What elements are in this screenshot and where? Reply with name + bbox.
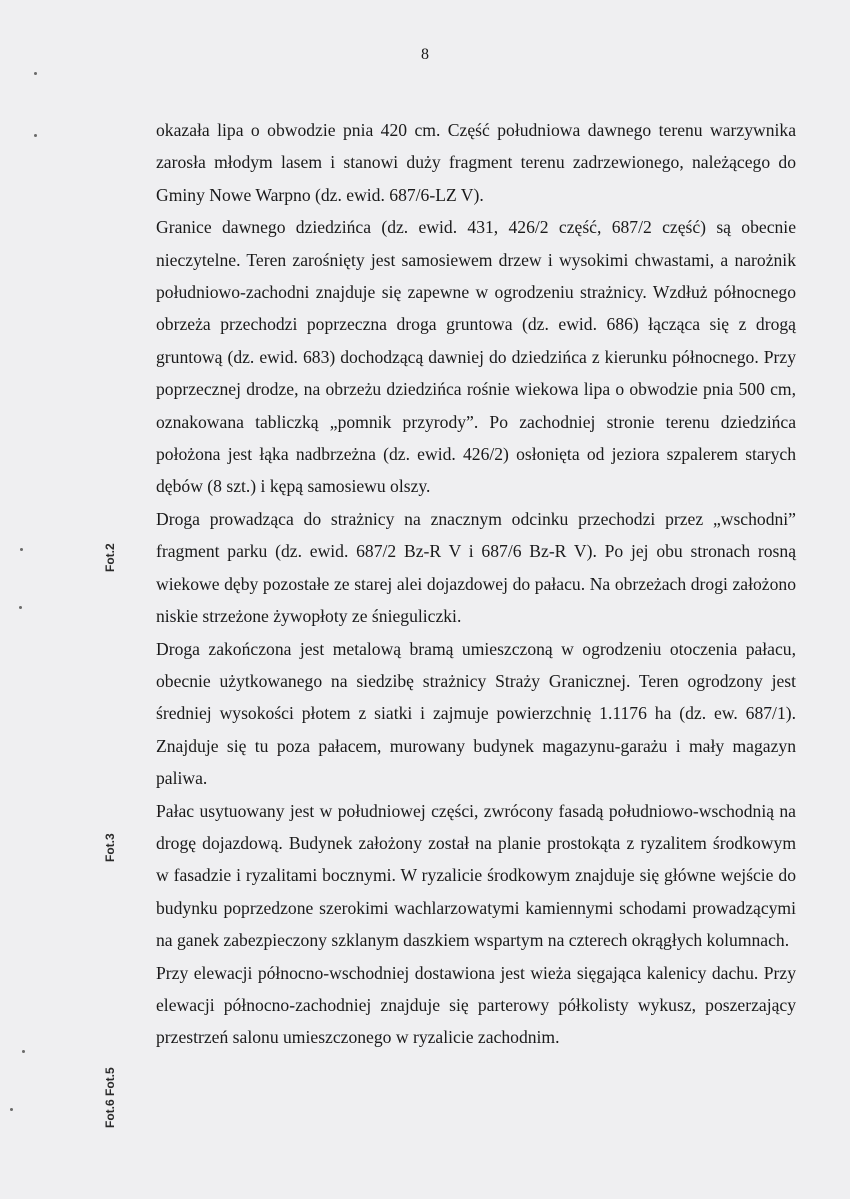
paragraph-droga: Droga prowadząca do strażnicy na znacznym odcinku przechodzi przez „wschodni” fragment parku (dz. ewid. 687/2 Bz-R V i 687/6 Bz-R V). Po jej obu stronach rosną wiekowe dęby pozostałe ze starej alei dojazdowej do pałacu. Na obrzeżach drogi założono niskie strzeżone żywopłoty ze śnieguliczki.	[156, 508, 796, 627]
margin-photo-ref-fot3: Fot.3	[103, 833, 117, 862]
scan-speck	[10, 1108, 13, 1111]
scan-speck	[20, 548, 23, 551]
page-number: 8	[421, 46, 429, 63]
scan-speck	[19, 606, 22, 609]
scan-speck	[34, 72, 37, 75]
scan-speck	[34, 134, 37, 137]
paragraph-palac: Pałac usytuowany jest w południowej części, zwrócony fasadą południowo-wschodnią na drogę dojazdową. Budynek założony został na planie prostokąta z ryzalitem środkowym w fasadzie i ryzalitami bocznymi. W ryzalicie środkowym znajduje się główne wejście do budynku poprzedzone szerokimi wachlarzowatymi kamiennymi schodami prowadzącymi na ganek zabezpieczony szklanym daszkiem wspartym na czterech okrągłych kolumnach.	[156, 800, 796, 951]
margin-photo-ref-fot2: Fot.2	[103, 543, 117, 572]
scan-speck	[22, 1050, 25, 1053]
margin-photo-ref-fot6-fot5: Fot.6 Fot.5	[103, 1067, 117, 1128]
paragraph-warzywnik: okazała lipa o obwodzie pnia 420 cm. Część południowa dawnego terenu warzywnika zarosła młodym lasem i stanowi duży fragment terenu zadrzewionego, należącego do Gminy Nowe Warpno (dz. ewid. 687/6-LZ V).	[156, 120, 796, 205]
body-text	[156, 114, 796, 1054]
paragraph-brama: Droga zakończona jest metalową bramą umieszczoną w ogrodzeniu otoczenia pałacu, obecnie użytkowanego na siedzibę strażnicy Straży Granicznej. Teren ogrodzony jest średniej wysokości płotem z siatki i zajmuje powierzchnię 1.1176 ha (dz. ew. 687/1). Znajduje się tu poza pałacem, murowany budynek magazynu-garażu i mały magazyn paliwa.	[156, 638, 796, 789]
paragraph-dziedziniec: Granice dawnego dziedzińca (dz. ewid. 431, 426/2 część, 687/2 część) są obecnie nieczytelne. Teren zarośnięty jest samosiewem drzew i wysokimi chwastami, a narożnik południowo-zachodni znajduje się zapewne w ogrodzeniu strażnicy. Wzdłuż północnego obrzeża przechodzi poprzeczna droga gruntowa (dz. ewid. 686) łącząca się z drogą gruntową (dz. ewid. 683) dochodzącą dawniej do dziedzińca z kierunku północnego. Przy poprzecznej drodze, na obrzeżu dziedzińca rośnie wiekowa lipa o obwodzie pnia 500 cm, oznakowana tabliczką „pomnik przyrody”. Po zachodniej stronie terenu dziedzińca położona jest łąka nadbrzeżna (dz. ewid. 426/2) osłonięta od jeziora szpalerem starych dębów (8 szt.) i kępą samosiewu olszy.	[156, 217, 796, 497]
paragraph-elewacje: Przy elewacji północno-wschodniej dostawiona jest wieża sięgająca kalenicy dachu. Przy elewacji północno-zachodniej znajduje się parterowy półkolisty wykusz, poszerzający przestrzeń salonu umieszczonego w ryzalicie zachodnim.	[156, 962, 796, 1048]
